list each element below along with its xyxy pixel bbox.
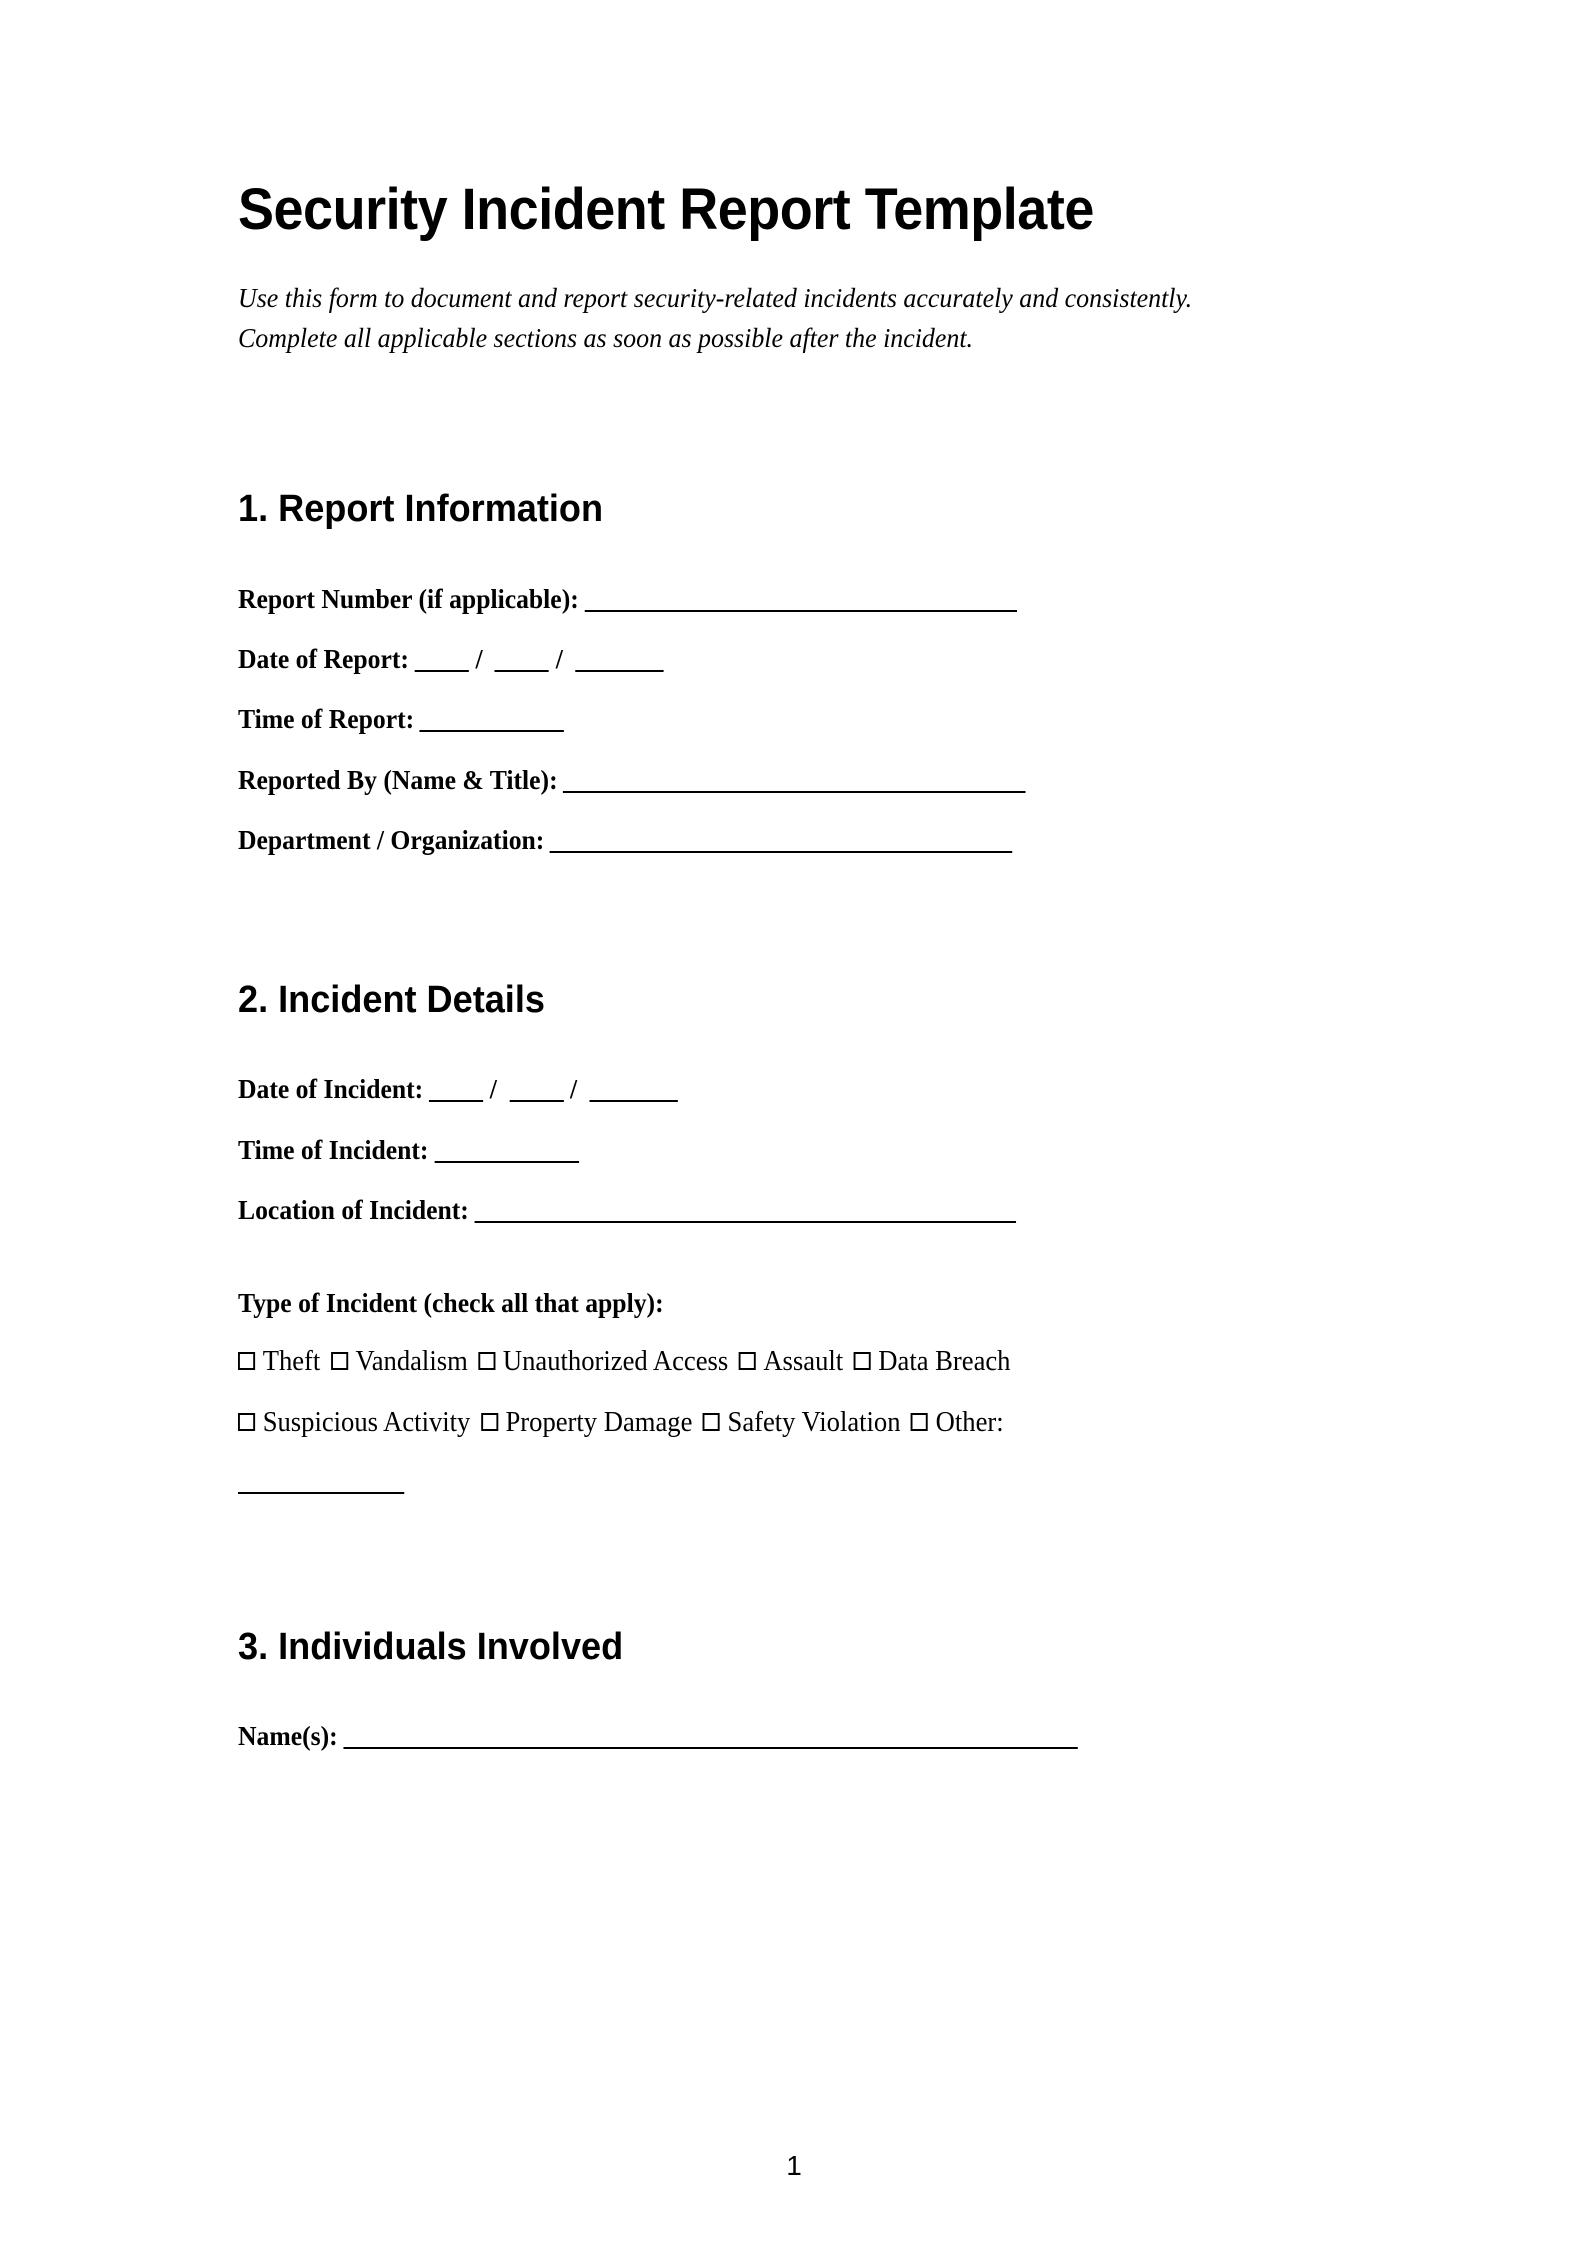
field-label-time-of-incident: Time of Incident: bbox=[238, 1134, 429, 1165]
field-reported-by bbox=[238, 736, 1217, 796]
field-label-type-of-incident bbox=[238, 1227, 1217, 1319]
blank-time-of-report[interactable] bbox=[420, 730, 564, 732]
blank-report-year[interactable] bbox=[575, 670, 663, 672]
blank-incident-year[interactable] bbox=[590, 1100, 678, 1102]
checkbox-label: Unauthorized Access bbox=[502, 1345, 729, 1377]
date-slash-2: / bbox=[555, 643, 563, 674]
checkbox-icon[interactable] bbox=[911, 1413, 928, 1431]
checkbox-label: Data Breach bbox=[878, 1345, 1011, 1377]
blank-other-incident-type[interactable] bbox=[238, 1492, 404, 1494]
document-content bbox=[238, 0, 1268, 1753]
checkbox-item-property-damage[interactable] bbox=[481, 1406, 693, 1440]
field-time-of-incident bbox=[238, 1106, 1217, 1166]
field-department-organization bbox=[238, 796, 1217, 856]
checkbox-item-safety-violation[interactable] bbox=[703, 1406, 901, 1440]
checkbox-item-unauthorized-access[interactable] bbox=[478, 1345, 728, 1379]
field-label-names: Name(s): bbox=[238, 1721, 338, 1752]
checkbox-label: Theft bbox=[262, 1345, 321, 1377]
blank-department-organization[interactable] bbox=[550, 851, 1013, 853]
blank-time-of-incident[interactable] bbox=[434, 1161, 578, 1163]
checkbox-item-data-breach[interactable] bbox=[854, 1345, 1011, 1379]
intro-paragraph: Use this form to document and report security-related incidents accurately and consistently. Complete all applicable sections as soon as possible after the incident. bbox=[238, 282, 1193, 353]
checkbox-icon[interactable] bbox=[238, 1413, 255, 1431]
field-report-number bbox=[238, 531, 1217, 615]
blank-names[interactable] bbox=[343, 1747, 1077, 1749]
section-heading-report-information: 1. Report Information bbox=[238, 487, 604, 530]
blank-report-month[interactable] bbox=[415, 670, 469, 672]
blank-report-day[interactable] bbox=[495, 670, 549, 672]
checkbox-item-vandalism[interactable] bbox=[331, 1345, 468, 1379]
blank-location-of-incident[interactable] bbox=[475, 1221, 1017, 1223]
date-slash-1: / bbox=[475, 643, 483, 674]
field-label-department-organization: Department / Organization: bbox=[238, 825, 545, 856]
blank-reported-by[interactable] bbox=[563, 791, 1026, 793]
checkbox-label: Safety Violation bbox=[727, 1406, 901, 1438]
blank-report-number[interactable] bbox=[584, 610, 1016, 612]
incident-type-row-1 bbox=[238, 1319, 1217, 1379]
field-names bbox=[238, 1668, 1217, 1752]
checkbox-icon[interactable] bbox=[331, 1352, 348, 1370]
checkbox-label: Vandalism bbox=[355, 1345, 468, 1377]
field-date-of-incident bbox=[238, 1021, 1217, 1105]
date-slash-3: / bbox=[489, 1074, 497, 1105]
type-of-incident-label-text: Type of Incident (check all that apply): bbox=[238, 1287, 664, 1318]
checkbox-item-other[interactable] bbox=[911, 1406, 1004, 1440]
checkbox-item-suspicious-activity[interactable] bbox=[238, 1406, 470, 1440]
checkbox-icon[interactable] bbox=[854, 1352, 871, 1370]
checkbox-icon[interactable] bbox=[703, 1413, 720, 1431]
incident-type-row-2 bbox=[238, 1379, 1217, 1440]
section-heading-incident-details: 2. Incident Details bbox=[238, 978, 545, 1021]
blank-incident-day[interactable] bbox=[509, 1100, 563, 1102]
section-heading-individuals-involved: 3. Individuals Involved bbox=[238, 1625, 624, 1668]
incident-type-other-blank-row bbox=[238, 1439, 1217, 1499]
field-label-location-of-incident: Location of Incident: bbox=[238, 1195, 469, 1226]
field-label-date-of-incident: Date of Incident: bbox=[238, 1074, 424, 1105]
field-label-reported-by: Reported By (Name & Title): bbox=[238, 764, 558, 795]
page-title: Security Incident Report Template bbox=[238, 177, 1094, 242]
field-date-of-report bbox=[238, 615, 1217, 675]
checkbox-icon[interactable] bbox=[739, 1352, 756, 1370]
checkbox-icon[interactable] bbox=[481, 1413, 498, 1431]
checkbox-item-theft[interactable] bbox=[238, 1345, 320, 1379]
field-label-date-of-report: Date of Report: bbox=[238, 643, 409, 674]
checkbox-label: Assault bbox=[763, 1345, 844, 1377]
field-time-of-report bbox=[238, 675, 1217, 735]
blank-incident-month[interactable] bbox=[429, 1100, 483, 1102]
field-location-of-incident bbox=[238, 1166, 1217, 1226]
page-number: 1 bbox=[786, 2150, 802, 2181]
checkbox-item-assault[interactable] bbox=[739, 1345, 843, 1379]
checkbox-label: Property Damage bbox=[505, 1406, 693, 1438]
checkbox-label: Other: bbox=[935, 1406, 1004, 1438]
field-label-report-number: Report Number (if applicable): bbox=[238, 583, 579, 614]
checkbox-icon[interactable] bbox=[238, 1352, 255, 1370]
checkbox-label: Suspicious Activity bbox=[262, 1406, 471, 1438]
field-label-time-of-report: Time of Report: bbox=[238, 704, 415, 735]
checkbox-icon[interactable] bbox=[478, 1352, 495, 1370]
date-slash-4: / bbox=[570, 1074, 578, 1105]
